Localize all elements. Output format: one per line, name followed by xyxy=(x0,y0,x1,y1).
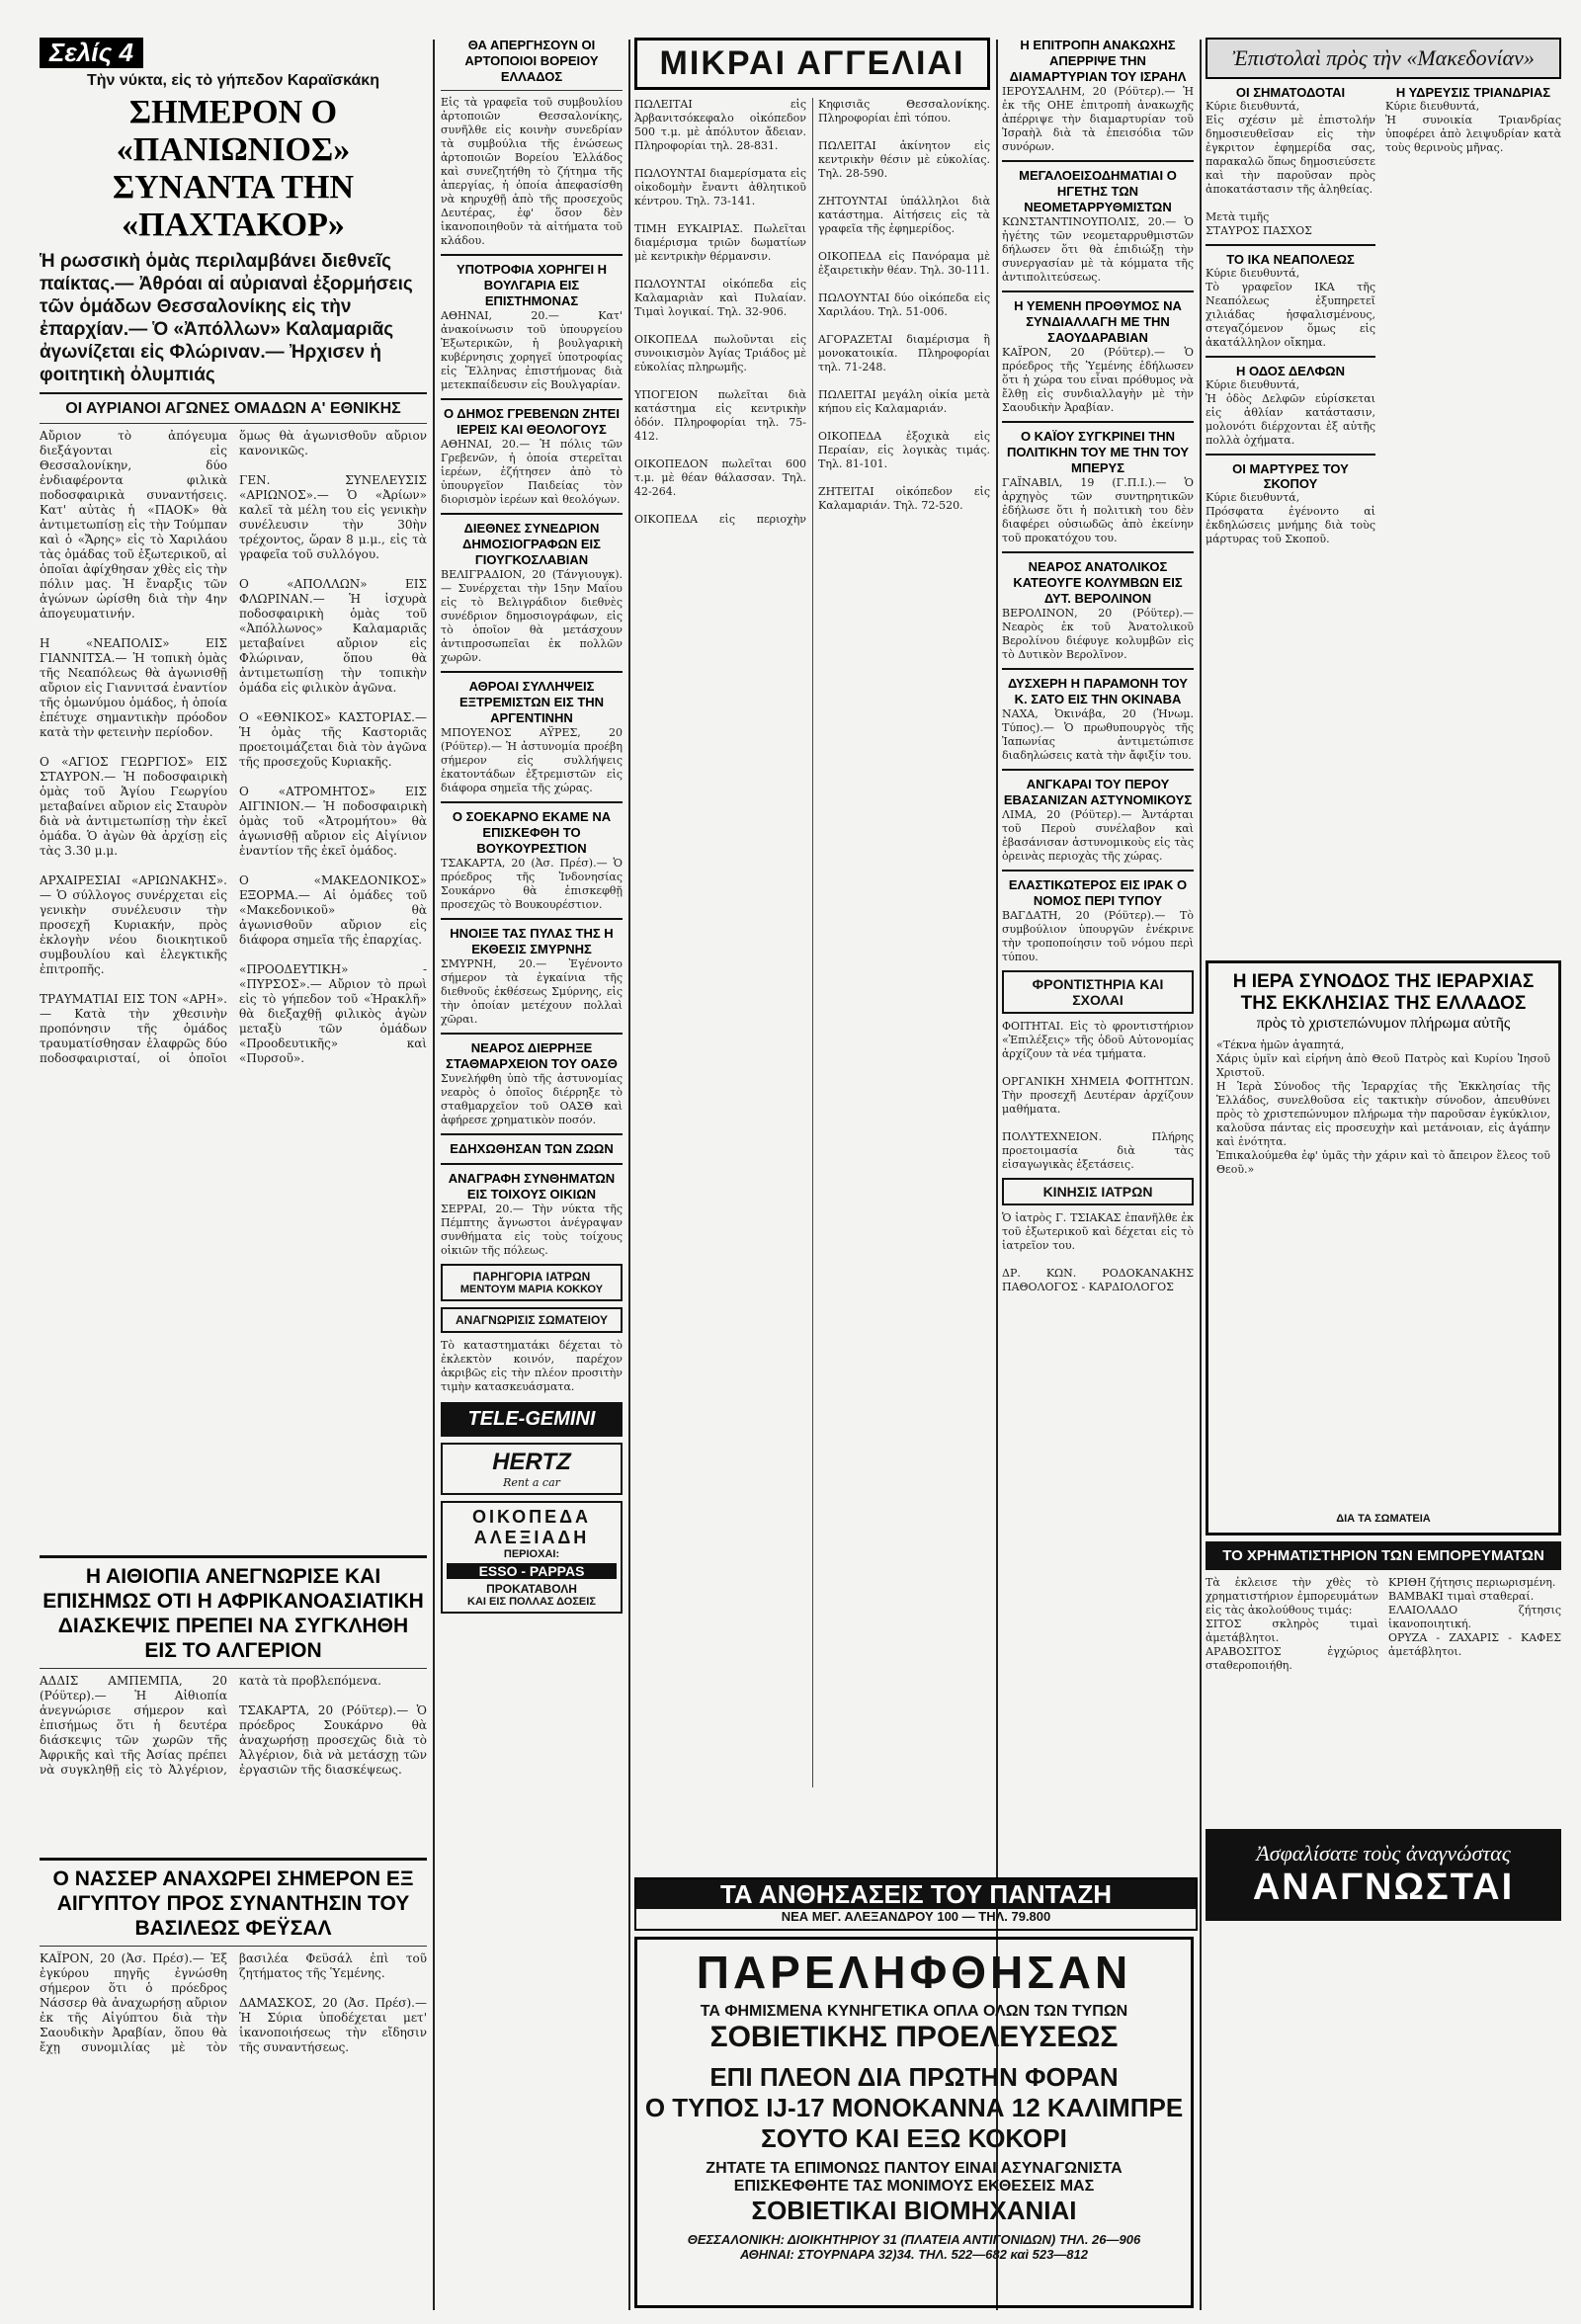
classifieds-column xyxy=(634,38,990,1864)
market-body: Τὰ ἐκλεισε τὴν χθὲς τὸ χρηματιστήριον ἐμπορευμάτων εἰς τὰς ἀκολούθους τιμάς: ΣΙΤΟΣ σκληρὸς τιμαὶ ἀμετάβλητοι. ΑΡΑΒΟΣΙΤΟΣ ἐγχώριος σταθεροποιήθη. ΚΡΙΘΗ ζήτησις περιωρισμένη. ΒΑΜΒΑΚΙ τιμαὶ σταθεραί. ΕΛΑΙΟΛΑΔΟ ζήτησις ἱκανοποιητική. ΟΡΥΖΑ - ΖΑΧΑΡΙΣ - ΚΑΦΕΣ ἀμετάβλητοι. xyxy=(1206,1576,1561,1672)
leader-headline: ΜΕΓΑΛΟΕΙΣΟΔΗΜΑΤΙΑΙ Ο ΗΓΕΤΗΣ ΤΩΝ ΝΕΟΜΕΤΑΡΡΥΘΜΙΣΤΩΝ xyxy=(1019,168,1177,214)
grevena-body: ΑΘΗΝΑΙ, 20.— Ἡ πόλις τῶν Γρεβενῶν, ἡ ὁποία στερεῖται ἱερέων, ἐζήτησεν ἀπὸ τὸ ὑπουργεῖον Παιδείας τὸν διορισμὸν ἱερέων καὶ θεολόγων. xyxy=(441,438,626,506)
peru-headline: ΑΝΓΚΑΡΑΙ ΤΟΥ ΠΕΡΟΥ ΕΒΑΣΑΝΙΖΑΝ ΑΣΤΥΝΟΜΙΚΟΥΣ xyxy=(1003,777,1193,807)
doctors-moves-body: Ὁ ἰατρὸς Γ. ΤΣΙΑΚΑΣ ἐπανῆλθε ἐκ τοῦ ἐξωτερικοῦ καὶ δέχεται εἰς τὸ ἰατρεῖον του. ΔΡ. ΚΩΝ. ΡΟΔΟΚΑΝΑΚΗΣ ΠΑΘΟΛΟΓΟΣ - ΚΑΡΔΙΟΛΟΓΟΣ xyxy=(1002,1211,1194,1293)
okinawa-headline: ΔΥΣΧΕΡΗ Η ΠΑΡΑΜΟΝΗ ΤΟΥ Κ. ΣΑΤΟ ΕΙΣ ΤΗΝ ΟΚΙΝΑΒΑ xyxy=(1008,676,1188,706)
sports-column xyxy=(40,38,427,2310)
iraq-body: ΒΑΓΔΑΤΗ, 20 (Ρόϋτερ).— Τὸ συμβούλιον ὑπουργῶν ἐνέκρινε τὴν τροποποίησιν τοῦ νόμου περὶ τύπου. xyxy=(1002,909,1198,963)
berlin-body: ΒΕΡΟΛΙΝΟΝ, 20 (Ρόϋτερ).— Νεαρὸς ἐκ τοῦ Ἀνατολικοῦ Βερολίνου διέφυγε κολυμβῶν εἰς τὸ Δυτικὸν Βερολῖνον. xyxy=(1002,607,1198,661)
arms-title: ΠΑΡΕΛΗΦΘΗΣΑΝ xyxy=(696,1947,1132,1998)
sukarno-headline: Ο ΣΟΕΚΑΡΝΟ ΕΚΑΜΕ ΝΑ ΕΠΙΣΚΕΦΘΗ ΤΟ ΒΟΥΚΟΥΡΕΣΤΙΟΝ xyxy=(452,809,612,856)
plots-line-1: ΟΙΚΟΠΕΔΑ xyxy=(471,1507,592,1527)
bulgaria-headline: ΥΠΟΤΡΟΦΙΑ ΧΟΡΗΓΕΙ Η ΒΟΥΛΓΑΡΙΑ ΕΙΣ ΕΠΙΣΤΗΜΟΝΑΣ xyxy=(456,262,608,308)
letters-column xyxy=(1206,38,1561,2310)
arms-line-10: ΑΘΗΝΑΙ: ΣΤΟΥΡΝΑΡΑ 32)34. ΤΗΛ. 522—682 καὶ 523—812 xyxy=(739,2247,1088,2262)
association-title: ΑΝΑΓΝΩΡΙΣΙΣ ΣΩΜΑΤΕΙΟΥ xyxy=(455,1313,609,1327)
synod-body: «Τέκνα ἡμῶν ἀγαπητά, Χάρις ὑμῖν καὶ εἰρήνη ἀπὸ Θεοῦ Πατρὸς καὶ Κυρίου Ἰησοῦ Χριστοῦ. Η Ἱερὰ Σύνοδος τῆς Ἱεραρχίας τῆς Ἐκκλησίας τῆς Ἑλλάδος, συνελθοῦσα εἰς τακτικὴν σύνοδον, ἀπευθύνει πρὸς τὸ χριστεπώνυμον πλήρωμα τὴν παροῦσαν ἐγκύκλιον, καλοῦσα πάντας εἰς προσευχὴν καὶ μετάνοιαν, εἰς ἀγάπην καὶ ἑνότητα. Ἐπικαλούμεθα ἐφ' ὑμᾶς τὴν χάριν καὶ τὸ ἄπειρον ἔλεος τοῦ Θεοῦ.» xyxy=(1216,1038,1550,1176)
ethiopia-headline: Η ΑΙΘΙΟΠΙΑ ΑΝΕΓΝΩΡΙΣΕ ΚΑΙ ΕΠΙΣΗΜΩΣ ΟΤΙ Η ΑΦΡΙΚΑΝΟΑΣΙΑΤΙΚΗ ΔΙΑΣΚΕΨΙΣ ΠΡΕΠΕΙ ΝΑ ΣΥΓΚΛΗΘΗ ΕΙΣ ΤΟ ΑΛΓΕΡΙΟΝ xyxy=(42,1565,424,1662)
bakers-headline: ΘΑ ΑΠΕΡΓΗΣΟΥΝ ΟΙ ΑΡΤΟΠΟΙΟΙ ΒΟΡΕΙΟΥ ΕΛΛΑΔΟΣ xyxy=(464,38,599,84)
synod-title-1: Η ΙΕΡΑ ΣΥΝΟΔΟΣ ΤΗΣ ΙΕΡΑΡΧΙΑΣ xyxy=(1232,971,1535,992)
hertz-ad xyxy=(441,1443,623,1495)
israel-body: ΙΕΡΟΥΣΑΛΗΜ, 20 (Ρόϋτερ).— Ἡ ἐκ τῆς ΟΗΕ ἐπιτροπὴ ἀνακωχῆς ἀπέρριψε τὴν διαμαρτυρίαν τοῦ Ἰσραὴλ διὰ τὰ ἐπεισόδια τῶν συνόρων. xyxy=(1002,85,1198,153)
oasth-body: Συνελήφθη ὑπὸ τῆς ἀστυνομίας νεαρὸς ὁ ὁποῖος διέρρηξε τὸ σταθμαρχεῖον τοῦ ΟΑΣΘ καὶ ἀφήρεσε χρηματικὸν ποσόν. xyxy=(441,1072,626,1126)
main-headline-2: ΣΥΝΑΝΤΑ ΤΗΝ «ΠΑΧΤΑΚΟΡ» xyxy=(112,169,355,243)
doctors-moves-title: ΚΙΝΗΣΙΣ ΙΑΤΡΩΝ xyxy=(1042,1184,1153,1200)
policy-headline: Ο ΚΑΪΟΥ ΣΥΓΚΡΙΝΕΙ ΤΗΝ ΠΟΛΙΤΙΚΗΝ ΤΟΥ ΜΕ ΤΗΝ ΤΟΥ ΜΠΕΡΥΣ xyxy=(1006,429,1190,475)
schools-box xyxy=(1002,970,1194,1014)
nasser-body: ΚΑΪΡΟΝ, 20 (Ἀσ. Πρέσ).— Ἐξ ἐγκύρου πηγῆς ἐγνώσθη σήμερον ὅτι ὁ πρόεδρος Νάσσερ θὰ ἀναχωρήσῃ αὔριον ἐκ τῆς Αἰγύπτου διὰ τὴν Σαουδικὴν Ἀραβίαν, ὅπου θὰ ἔχῃ συνομιλίας μὲ τὸν βασιλέα Φεϋσάλ ἐπὶ τοῦ ζητήματος τῆς Ὑεμένης. ΔΑΜΑΣΚΟΣ, 20 (Ἀσ. Πρέσ).— Ἡ Σύρια ὑποδέχεται μετ' ἱκανοποιήσεως τὴν εἴδησιν τῆς συναντήσεως. xyxy=(40,1951,427,2054)
column-rule xyxy=(1200,40,1202,2310)
plots-line-6: ΚΑΙ ΕΙΣ ΠΟΛΛΑΣ ΔΟΣΕΙΣ xyxy=(467,1596,596,1608)
synod-title-2: ΤΗΣ ΕΚΚΛΗΣΙΑΣ ΤΗΣ ΕΛΛΑΔΟΣ xyxy=(1240,993,1527,1014)
arms-line-8: ΣΟΒΙΕΤΙΚΑΙ ΒΙΟΜΗΧΑΝΙΑΙ xyxy=(751,2196,1077,2225)
skopos-headline: ΟΙ ΜΑΡΤΥΡΕΣ ΤΟΥ ΣΚΟΠΟΥ xyxy=(1232,461,1349,491)
argentina-headline: ΑΘΡΟΑΙ ΣΥΛΛΗΨΕΙΣ ΕΞΤΡΕΜΙΣΤΩΝ ΕΙΣ ΤΗΝ ΑΡΓΕΝΤΙΝΗΝ xyxy=(458,679,605,725)
insure-big: ΑΝΑΓΝΩΣΤΑΙ xyxy=(1252,1867,1515,1908)
nasser-headline: Ο ΝΑΣΣΕΡ ΑΝΑΧΩΡΕΙ ΣΗΜΕΡΟΝ ΕΞ ΑΙΓΥΠΤΟΥ ΠΡΟΣ ΣΥΝΑΝΤΗΣΙΝ ΤΟΥ ΒΑΣΙΛΕΩΣ ΦΕΫΣΑΛ xyxy=(52,1868,414,1940)
sports-body: Αὔριον τὸ ἀπόγευμα διεξάγονται εἰς Θεσσαλονίκην, δύο ἐνδιαφέροντα φιλικὰ ποδοσφαιρικὰ συναντήσεις. Κατ' αὐτὰς ἡ «ΠΑΟΚ» θὰ ἀντιμετωπίσῃ εἰς τὴν Τούμπαν καὶ ὁ «Ἄρης» εἰς τὸ Χαριλάου τὰς ὁμάδας τοῦ ἐξωτερικοῦ, αἱ ὁποῖαι ἀφίχθησαν χθὲς εἰς τὴν πόλιν μας. Ἡ ἔναρξις τῶν ἀγώνων ὡρίσθη διὰ τὴν 4ην ἀπογευματινήν. Η «ΝΕΑΠΟΛΙΣ» ΕΙΣ ΓΙΑΝΝΙΤΣΑ.— Ἡ τοπικὴ ὁμὰς τῆς Νεαπόλεως θὰ ἀγωνισθῇ αὔριον εἰς Γιαννιτσά ἐναντίον τῆς ὁμωνύμου ὁμάδος, ἡ ὁποία ἐπέτυχε σημαντικὴν πρόοδον κατὰ τὴν φετεινὴν περίοδον. Ο «ΑΓΙΟΣ ΓΕΩΡΓΙΟΣ» ΕΙΣ ΣΤΑΥΡΟΝ.— Ἡ ποδοσφαιρικὴ ὁμὰς τοῦ Ἁγίου Γεωργίου μεταβαίνει αὔριον εἰς Σταυρὸν διὰ νὰ ἀντιμετωπίσῃ τὴν ἐκεῖ ὁμάδα. Ὁ ἀγὼν θὰ ἀρχίσῃ εἰς τὰς 3.30 μ.μ. ΑΡΧΑΙΡΕΣΙΑΙ «ΑΡΙΩΝΑΚΗΣ».— Ὁ σύλλογος συνέρχεται εἰς γενικὴν συνέλευσιν τὴν προσεχῆ Κυριακήν, πρὸς ἐκλογὴν νέου διοικητικοῦ συμβουλίου καὶ ἐλεγκτικῆς ἐπιτροπῆς. ΤΡΑΥΜΑΤΙΑΙ ΕΙΣ ΤΟΝ «ΑΡΗ».— Κατὰ τὴν χθεσινὴν προπόνησιν τῆς ὁμάδος τραυματίσθησαν ἐλαφρῶς δύο ποδοσφαιρισταί, οἱ ὁποῖοι ὅμως θὰ ἀγωνισθοῦν αὔριον κανονικῶς. ΓΕΝ. ΣΥΝΕΛΕΥΣΙΣ «ΑΡΙΩΝΟΣ».— Ὁ «Ἀρίων» καλεῖ τὰ μέλη του εἰς γενικὴν συνέλευσιν τὴν 30ὴν τρέχοντος, ὥραν 8 μ.μ., εἰς τὰ γραφεῖα τοῦ συλλόγου. Ο «ΑΠΟΛΛΩΝ» ΕΙΣ ΦΛΩΡΙΝΑΝ.— Ἡ ἰσχυρὰ ποδοσφαιρικὴ ὁμὰς τοῦ «Ἀπόλλωνος» Καλαμαριᾶς μεταβαίνει αὔριον εἰς Φλώριναν, ὅπου θὰ ἀντιμετωπίσῃ τὴν τοπικὴν ὁμάδα εἰς φιλικὸν ἀγῶνα. Ο «ΕΘΝΙΚΟΣ» ΚΑΣΤΟΡΙΑΣ.— Ἡ ὁμὰς τῆς Καστοριᾶς προετοιμάζεται διὰ τὸν ἀγῶνα τῆς προσεχοῦς Κυριακῆς. Ο «ΑΤΡΟΜΗΤΟΣ» ΕΙΣ ΑΙΓΙΝΙΟΝ.— Ἡ ποδοσφαιρικὴ ὁμὰς τοῦ «Ἀτρομήτου» θὰ ἀγωνισθῇ αὔριον εἰς Αἰγίνιον ἐναντίον τῆς ἐκεῖ ὁμάδος. Ο «ΜΑΚΕΔΟΝΙΚΟΣ» ΕΞΟΡΜΑ.— Αἱ ὁμάδες τοῦ «Μακεδονικοῦ» θὰ ἀγωνισθοῦν αὔριον εἰς διάφορα σημεῖα τῆς ἐπαρχίας. «ΠΡΟΟΔΕΥΤΙΚΗ» - «ΠΥΡΣΟΣ».— Αὔριον τὸ πρωὶ εἰς τὸ γήπεδον τοῦ «Ἡρακλῆ» θὰ διεξαχθῇ φιλικὸς ἀγὼν μεταξὺ τῶν ὁμάδων «Προοδευτικῆς» καὶ «Πυρσοῦ». xyxy=(40,429,427,1065)
arms-line-1: ΤΑ ΦΗΜΙΣΜΕΝΑ ΚΥΝΗΓΕΤΙΚΑ ΟΠΛΑ ΟΛΩΝ ΤΩΝ ΤΥΠΩΝ xyxy=(700,2003,1128,2020)
signalmen-headline: ΟΙ ΣΗΜΑΤΟΔΟΤΑΙ xyxy=(1235,85,1346,100)
flowers-title: ΤΑ ΑΝΘΗΣΑΣΕΙΣ ΤΟΥ ΠΑΝΤΑΖΗ xyxy=(636,1879,1196,1909)
slogans-body: ΣΕΡΡΑΙ, 20.— Τὴν νύκτα τῆς Πέμπτης ἄγνωστοι ἀνέγραψαν συνθήματα εἰς τοὺς τοίχους οἰκιῶν τῆς πόλεως. xyxy=(441,1203,626,1257)
ika-headline: ΤΟ ΙΚΑ ΝΕΑΠΟΛΕΩΣ xyxy=(1226,252,1355,267)
classifieds-title: ΜΙΚΡΑΙ ΑΓΓΕΛΙΑΙ xyxy=(634,38,990,90)
letters-left xyxy=(1206,85,1375,954)
sukarno-body: ΤΣΑΚΑΡΤΑ, 20 (Ἀσ. Πρέσ).— Ὁ πρόεδρος τῆς Ἰνδονησίας Σουκάρνο θὰ ἐπισκεφθῇ προσεχῶς τὸ Βουκουρέστιον. xyxy=(441,857,626,911)
arms-line-4: Ο ΤΥΠΟΣ IJ-17 ΜΟΝΟΚΑΝΝΑ 12 ΚΑΛΙΜΠΡΕ xyxy=(644,2093,1184,2122)
doctors-box xyxy=(441,1264,623,1301)
flowers-sub: ΝΕΑ ΜΕΓ. ΑΛΕΞΑΝΔΡΟΥ 100 — ΤΗΛ. 79.800 xyxy=(781,1909,1051,1924)
smyrna-headline: ΗΝΟΙΞΕ ΤΑΣ ΠΥΛΑΣ ΤΗΣ Η ΕΚΘΕΣΙΣ ΣΜΥΡΝΗΣ xyxy=(450,926,614,956)
deck: Ἡ ρωσσικὴ ὁμὰς περιλαμβάνει διεθνεῖς παίκτας.— Ἀθρόαι αἱ αὐριαναὶ ἐξορμήσεις τῶν ὁμάδων Θεσσαλονίκης εἰς τὴν ἐπαρχίαν.— Ὁ «Ἀπόλλων» Καλαμαριᾶς ἀγωνίζεται εἰς Φλώριναν.— Ἠρχισεν ἡ φοιτητικὴ ὀλυμπιάς xyxy=(40,251,413,385)
arms-line-2: ΣΟΒΙΕΤΙΚΗΣ ΠΡΟΕΛΕΥΣΕΩΣ xyxy=(709,2021,1119,2053)
news-column-2 xyxy=(441,38,626,2310)
peru-body: ΛΙΜΑ, 20 (Ρόϋτερ).— Ἀντάρται τοῦ Περοὺ συνέλαβον καὶ ἐβασάνισαν ἀστυνομικοὺς εἰς τὰς ὀρεινὰς περιοχὰς τῆς χώρας. xyxy=(1002,808,1198,863)
kicker: Τὴν νύκτα, εἰς τὸ γήπεδον Καραϊσκάκη xyxy=(86,72,379,89)
hertz-logo: HERTZ xyxy=(492,1449,571,1475)
bakers-body: Εἰς τὰ γραφεῖα τοῦ συμβουλίου ἀρτοποιῶν Θεσσαλονίκης, συνῆλθε εἰς κοινὴν συνεδρίαν τὰ συμβούλια τῆς ἑνώσεως ἀρτοποιῶν Βορείου Ἑλλάδος καὶ συνεζητήθη τὸ ζήτημα τῆς ἀπεργίας, ἡ ὁποία ἀπεφασίσθη νὰ κηρυχθῇ ἀπὸ τῆς προσεχοῦς Δευτέρας, ἐφ' ὅσον δὲν ἱκανοποιηθοῦν τὰ αἰτήματα τοῦ κλάδου. xyxy=(441,96,626,247)
news-column-4 xyxy=(1002,38,1198,1864)
journalists-body: ΒΕΛΙΓΡΑΔΙΟΝ, 20 (Τάνγιουγκ).— Συνέρχεται τὴν 15ην Μαΐου εἰς τὸ Βελιγράδιον διεθνὲς συνέδριον δημοσιογράφων, εἰς τὸ ὁποῖον θὰ μετάσχουν ἀντιπροσωπεῖαι ἐκ πολλῶν χωρῶν. xyxy=(441,568,626,664)
water-body: Κύριε διευθυντά, Ἡ συνοικία Τριανδρίας ὑποφέρει ἀπὸ λειψυδρίαν κατὰ τοὺς θερινοὺς μῆνας. xyxy=(1385,100,1561,154)
association-box xyxy=(441,1307,623,1333)
arms-line-3: ΕΠΙ ΠΛΕΟΝ ΔΙΑ ΠΡΩΤΗΝ ΦΟΡΑΝ xyxy=(709,2062,1119,2092)
synod-sub: ΔΙΑ ΤΑ ΣΩΜΑΤΕΙΑ xyxy=(1336,1513,1431,1525)
bulgaria-body: ΑΘΗΝΑΙ, 20.— Κατ' ἀνακοίνωσιν τοῦ ὑπουργείου Ἐξωτερικῶν, ἡ βουλγαρικὴ κυβέρνησις χορηγεῖ ὑποτροφίας εἰς Ἕλληνας ἐπιστήμονας διὰ μετεκπαίδευσιν εἰς Βουλγαρίαν. xyxy=(441,309,626,391)
plots-ad xyxy=(441,1501,623,1614)
grevena-headline: Ο ΔΗΜΟΣ ΓΡΕΒΕΝΩΝ ΖΗΤΕΙ ΙΕΡΕΙΣ ΚΑΙ ΘΕΟΛΟΓΟΥΣ xyxy=(444,406,620,437)
ethiopia-body: ΑΔΔΙΣ ΑΜΠΕΜΠΑ, 20 (Ρόϋτερ).— Ἡ Αἰθιοπία ἀνεγνώρισε σήμερον καὶ ἐπισήμως ὅτι ἡ δευτέρα διάσκεψις τῶν χωρῶν τῆς Ἀφρικῆς καὶ τῆς Ἀσίας πρέπει νὰ συγκληθῇ εἰς τὸ Ἀλγέριον, κατὰ τὰ προβλεπόμενα. ΤΣΑΚΑΡΤΑ, 20 (Ρόϋτερ).— Ὁ πρόεδρος Σουκάρνο θὰ ἀναχωρήσῃ προσεχῶς διὰ τὸ Ἀλγέριον, διὰ νὰ μετάσχῃ τῶν ἐργασιῶν τῆς διασκέψεως. xyxy=(40,1674,427,1777)
plots-line-2: ΑΛΕΞΙΑΔΗ xyxy=(473,1528,590,1547)
letters-header: Ἐπιστολαὶ πρὸς τὴν «Μακεδονίαν» xyxy=(1206,38,1561,79)
arms-ad xyxy=(634,1937,1194,2308)
market-title-box xyxy=(1206,1541,1561,1570)
ika-body: Κύριε διευθυντά, Τὸ γραφεῖον ΙΚΑ τῆς Νεαπόλεως ἐξυπηρετεῖ χιλιάδας ἠσφαλισμένους, στεγαζόμενον ὅμως εἰς ἀκατάλληλον οἴκημα. xyxy=(1206,267,1375,349)
argentina-body: ΜΠΟΥΕΝΟΣ ΑΫΡΕΣ, 20 (Ρόϋτερ).— Ἡ ἀστυνομία προέβη σήμερον εἰς συλλήψεις ἑκατοντάδων ἐξτρεμιστῶν εἰς διάφορα σημεῖα τῆς χώρας. xyxy=(441,726,626,794)
iraq-headline: ΕΛΑΣΤΙΚΩΤΕΡΟΣ ΕΙΣ ΙΡΑΚ Ο ΝΟΜΟΣ ΠΕΡΙ ΤΥΠΟΥ xyxy=(1008,877,1188,908)
leader-body: ΚΩΝΣΤΑΝΤΙΝΟΥΠΟΛΙΣ, 20.— Ὁ ἡγέτης τῶν νεομεταρρυθμιστῶν δήλωσεν ὅτι θὰ ἐπιδιώξῃ τὴν συνεργασίαν μὲ τὰ κόμματα τῆς ἀντιπολιτεύσεως. xyxy=(1002,215,1198,284)
flowers-ad xyxy=(634,1877,1198,1931)
column-rule xyxy=(433,40,435,2310)
skopos-body: Κύριε διευθυντά, Πρόσφατα ἐγένοντο αἱ ἐκδηλώσεις μνήμης διὰ τοὺς μάρτυρας τοῦ Σκοποῦ. xyxy=(1206,491,1375,545)
oasth-headline: ΝΕΑΡΟΣ ΔΙΕΡΡΗΞΕ ΣΤΑΘΜΑΡΧΕΙΟΝ ΤΟΥ ΟΑΣΘ xyxy=(446,1040,618,1071)
doctors-title: ΠΑΡΗΓΟΡΙΑ ΙΑΤΡΩΝ xyxy=(472,1270,591,1284)
synod-box xyxy=(1206,960,1561,1536)
delfon-body: Κύριε διευθυντά, Ἡ ὁδὸς Δελφῶν εὑρίσκεται εἰς ἀθλίαν κατάστασιν, μολονότι διέρχονται ἐξ αὐτῆς πολλὰ ὀχήματα. xyxy=(1206,378,1375,447)
market-title: ΤΟ ΧΡΗΜΑΤΙΣΤΗΡΙΟΝ ΤΩΝ ΕΜΠΟΡΕΥΜΑΤΩΝ xyxy=(1222,1547,1544,1564)
water-headline: Η ΥΔΡΕΥΣΙΣ ΤΡΙΑΝΔΡΙΑΣ xyxy=(1395,85,1551,100)
plots-line-4: ESSO - PAPPAS xyxy=(447,1563,617,1579)
yemen-body: ΚΑΪΡΟΝ, 20 (Ρόϋτερ).— Ὁ πρόεδρος τῆς Ὑεμένης ἐδήλωσεν ὅτι ἡ χώρα του εἶναι πρόθυμος νὰ ἔλθῃ εἰς συνδιαλλαγὴν μὲ τὴν Σαουδικὴν Ἀραβίαν. xyxy=(1002,346,1198,414)
journalists-headline: ΔΙΕΘΝΕΣ ΣΥΝΕΔΡΙΟΝ ΔΗΜΟΣΙΟΓΡΑΦΩΝ ΕΙΣ ΓΙΟΥΓΚΟΣΛΑΒΙΑΝ xyxy=(462,521,601,567)
arms-line-5: ΣΟΥΤΟ ΚΑΙ ΕΞΩ ΚΟΚΟΡΙ xyxy=(761,2123,1067,2153)
signalmen-body: Κύριε διευθυντά, Εἰς σχέσιν μὲ ἐπιστολήν δημοσιευθεῖσαν εἰς τὴν ἐγκριτον ἐφημερίδα σας, παρακαλῶ ὅπως δημοσιεύσετε καὶ τὴν παροῦσαν πρὸς ἀποκατάστασιν τῆς ἀληθείας. Μετὰ τιμῆς ΣΤΑΥΡΟΣ ΠΑΣΧΟΣ xyxy=(1206,100,1375,237)
doctors-moves-box xyxy=(1002,1178,1194,1205)
okinawa-body: ΝΑΧΑ, Ὀκινάβα, 20 (Ἡνωμ. Τύπος).— Ὁ πρωθυπουργὸς τῆς Ἰαπωνίας ἀντιμετώπισε διαδηλώσεις κατὰ τὴν ἄφιξίν του. xyxy=(1002,707,1198,762)
main-headline-1: ΣΗΜΕΡΟΝ Ο «ΠΑΝΙΩΝΙΟΣ» xyxy=(116,94,351,168)
section-heading: ΟΙ ΑΥΡΙΑΝΟΙ ΑΓΩΝΕΣ ΟΜΑΔΩΝ Α' ΕΘΝΙΚΗΣ xyxy=(65,400,401,417)
smyrna-body: ΣΜΥΡΝΗ, 20.— Ἐγένοντο σήμερον τὰ ἐγκαίνια τῆς διεθνοῦς ἐκθέσεως Σμύρνης, εἰς τὴν ὁποίαν μετέχουν πολλαὶ χῶραι. xyxy=(441,957,626,1026)
arms-line-7: ΕΠΙΣΚΕΦΘΗΤΕ ΤΑΣ ΜΟΝΙΜΟΥΣ ΕΚΘΕΣΕΙΣ ΜΑΣ xyxy=(733,2178,1095,2195)
insure-ad xyxy=(1206,1829,1561,1921)
synod-title-3: πρὸς τὸ χριστεπώνυμον πλήρωμα αὐτῆς xyxy=(1256,1015,1511,1032)
insure-line: Ἀσφαλίσατε τοὺς ἀναγνώστας xyxy=(1256,1841,1511,1866)
yemen-headline: Η ΥΕΜΕΝΗ ΠΡΟΘΥΜΟΣ ΝΑ ΣΥΝΔΙΑΛΛΑΓΗ ΜΕ ΤΗΝ ΣΑΟΥΔΑΡΑΒΙΑΝ xyxy=(1014,298,1182,345)
arms-line-9: ΘΕΣΣΑΛΟΝΙΚΗ: ΔΙΟΙΚΗΤΗΡΙΟΥ 31 (ΠΛΑΤΕΙΑ ΑΝΤΙΓΟΝΙΔΩΝ) ΤΗΛ. 26—906 xyxy=(687,2232,1141,2247)
classifieds-body: ΠΩΛΕΙΤΑΙ εἰς Ἀρβανιτσόκεφαλο οἰκόπεδον 500 τ.μ. μὲ ἀπόλυτον ἄδειαν. Πληροφορίαι τηλ. 28-831. ΠΩΛΟΥΝΤΑΙ διαμερίσματα εἰς οἰκοδομὴν ἔναντι ἀθλητικοῦ κέντρου. Τηλ. 73-141. ΤΙΜΗ ΕΥΚΑΙΡΙΑΣ. Πωλεῖται διαμέρισμα τριῶν δωματίων μὲ κεντρικὴν θέρμανσιν. ΠΩΛΟΥΝΤΑΙ οἰκόπεδα εἰς Καλαμαριὰν καὶ Πυλαίαν. Τιμαὶ λογικαί. Τηλ. 32-906. ΟΙΚΟΠΕΔΑ πωλοῦνται εἰς συνοικισμὸν Ἀγίας Τριάδος μὲ εὐκολίας πληρωμῆς. ΥΠΟΓΕΙΟΝ πωλεῖται διὰ κατάστημα εἰς κεντρικὴν ὁδόν. Πληροφορίαι τηλ. 75-412. ΟΙΚΟΠΕΔΟΝ πωλεῖται 600 τ.μ. μὲ θέαν θάλασσαν. Τηλ. 42-264. ΟΙΚΟΠΕΔΑ εἰς περιοχὴν Κηφισιᾶς Θεσσαλονίκης. Πληροφορίαι ἐπὶ τόπου. ΠΩΛΕΙΤΑΙ ἀκίνητον εἰς κεντρικὴν θέσιν μὲ εὐκολίας. Τηλ. 28-590. ΖΗΤΟΥΝΤΑΙ ὑπάλληλοι διὰ κατάστημα. Αἰτήσεις εἰς τὰ γραφεῖα τῆς ἐφημερίδος. ΟΙΚΟΠΕΔΑ εἰς Πανόραμα μὲ ἐξαιρετικὴν θέαν. Τηλ. 30-111. ΠΩΛΟΥΝΤΑΙ δύο οἰκόπεδα εἰς Χαριλάου. Τηλ. 51-006. ΑΓΟΡΑΖΕΤΑΙ διαμέρισμα ἢ μονοκατοικία. Πληροφορίαι τηλ. 71-248. ΠΩΛΕΙΤΑΙ μεγάλη οἰκία μετὰ κήπου εἰς Καλαμαριάν. ΟΙΚΟΠΕΔΑ ἐξοχικὰ εἰς Περαίαν, εἰς λογικὰς τιμάς. Τηλ. 81-101. ΖΗΤΕΙΤΑΙ οἰκόπεδον εἰς Καλαμαριάν. Τηλ. 72-520. xyxy=(634,98,990,526)
arms-line-6: ΖΗΤΑΤΕ ΤΑ ΕΠΙΜΟΝΩΣ ΠΑΝΤΟΥ ΕΙΝΑΙ ΑΣΥΝΑΓΩΝΙΣΤΑ xyxy=(706,2160,1123,2177)
hertz-sub: Rent a car xyxy=(503,1476,560,1489)
animals-headline: ΕΔΗΧΩΘΗΣΑΝ ΤΩΝ ΖΩΩΝ xyxy=(450,1141,614,1156)
plots-line-5: ΠΡΟΚΑΤΑΒΟΛΗ xyxy=(486,1582,577,1596)
shop-ad: Τὸ καταστηματάκι δέχεται τὸ ἐκλεκτὸν κοινόν, παρέχον ἀκριβῶς εἰς τὴν πλέον προσιτὴν τιμὴν κατασκευάσματα. xyxy=(441,1339,626,1393)
telegemini-logo: TELE-GEMINI xyxy=(467,1408,596,1430)
letters-right xyxy=(1385,85,1561,954)
plots-line-3: ΠΕΡΙΟΧΑΙ: xyxy=(503,1548,560,1560)
israel-headline: Η ΕΠΙΤΡΟΠΗ ΑΝΑΚΩΧΗΣ ΑΠΕΡΡΙΨΕ ΤΗΝ ΔΙΑΜΑΡΤΥΡΙΑΝ ΤΟΥ ΙΣΡΑΗΛ xyxy=(1009,38,1187,84)
schools-body: ΦΟΙΤΗΤΑΙ. Εἰς τὸ φροντιστήριον «Ἐπιλέξεις» τῆς ὁδοῦ Αὐτονομίας ἀρχίζουν τὰ νέα τμήματα. ΟΡΓΑΝΙΚΗ ΧΗΜΕΙΑ ΦΟΙΤΗΤΩΝ. Τὴν προσεχῆ Δευτέραν ἀρχίζουν μαθήματα. ΠΟΛΥΤΕΧΝΕΙΟΝ. Πλήρης προετοιμασία διὰ τὰς εἰσαγωγικὰς ἐξετάσεις. xyxy=(1002,1020,1194,1171)
doctors-sub: ΜΕΝΤΟΥΜ ΜΑΡΙΑ ΚΟΚΚΟΥ xyxy=(459,1284,604,1295)
delfon-headline: Η ΟΔΟΣ ΔΕΛΦΩΝ xyxy=(1236,364,1345,378)
berlin-headline: ΝΕΑΡΟΣ ΑΝΑΤΟΛΙΚΟΣ ΚΑΤΕΟΥΓΕ ΚΟΛΥΜΒΩΝ ΕΙΣ ΔΥΤ. ΒΕΡΟΛΙΝΟΝ xyxy=(1013,559,1183,606)
slogans-headline: ΑΝΑΓΡΑΦΗ ΣΥΝΘΗΜΑΤΩΝ ΕΙΣ ΤΟΙΧΟΥΣ ΟΙΚΙΩΝ xyxy=(448,1171,616,1202)
schools-title: ΦΡΟΝΤΙΣΤΗΡΙΑ ΚΑΙ ΣΧΟΛΑΙ xyxy=(1032,976,1164,1008)
policy-body: ΓΑΪΝΑΒΙΛ, 19 (Γ.Π.Ι.).— Ὁ ἀρχηγὸς τῶν συντηρητικῶν ἐδήλωσε ὅτι ἡ πολιτικὴ του δὲν διαφέρει οὐσιωδῶς ἀπὸ ἐκείνην τοῦ προκατόχου του. xyxy=(1002,476,1198,544)
page-badge: Σελίς 4 xyxy=(40,38,143,68)
column-rule xyxy=(628,40,630,2310)
telegemini-ad xyxy=(441,1402,623,1437)
